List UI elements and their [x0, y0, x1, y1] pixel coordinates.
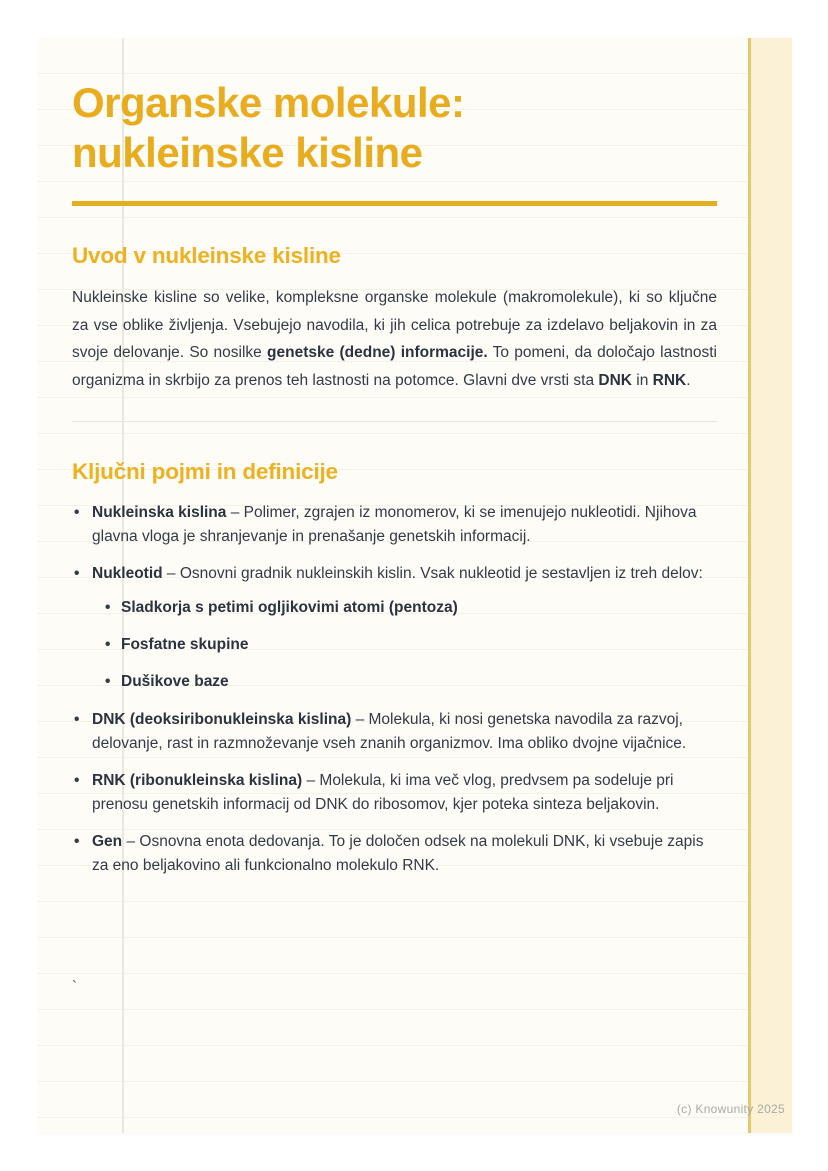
term-text: RNK (ribonukleinska kislina) – Molekula, ki ima več vlog, predvsem pa sodeluje pri prenosu genetskih informacij od DNK do ribosomov, kjer poteka sinteza beljakovin. [92, 771, 674, 813]
page-title-line1: Organske molekule: [72, 79, 465, 126]
term-item-nukleotid [72, 562, 717, 694]
term-text: Nukleotid – Osnovni gradnik nukleinskih kislin. Vsak nukleotid je sestavljen iz treh delov: [92, 565, 703, 583]
subterm-text: Dušikove baze [121, 673, 229, 691]
subterm-item-fosfatna-skupina [105, 633, 717, 657]
title-underline-rule [72, 201, 717, 206]
page-title [72, 78, 717, 177]
subterm-text: Fosfatne skupine [121, 636, 249, 654]
term-text: Nukleinska kislina – Polimer, zgrajen iz monomerov, ki se imenujejo nukleotidi. Njihova glavna vloga je shranjevanje in prenašanje genetskih informacij. [92, 504, 697, 546]
intro-paragraph: Nukleinske kisline so velike, kompleksne organske molekule (makromolekule), ki so ključne za vse oblike življenja. Vsebujejo navodila, ki jih celica potrebuje za izdelavo beljakovin in za svoje delovanje. So nosilke genetske (dedne) informacije. To pomeni, da določajo lastnosti organizma in skrbijo za prenos teh lastnosti na potomce. Glavni dve vrsti sta DNK in RNK. [72, 289, 717, 389]
term-text: Gen – Osnovna enota dedovanja. To je določen odsek na molekuli DNK, ki vsebuje zapis za eno beljakovino ali funkcionalno molekulo RNK. [92, 832, 704, 874]
section-heading-terms: Ključni pojmi in definicije [72, 459, 338, 485]
footer-copyright: (c) Knowunity 2025 [676, 1102, 785, 1116]
subterm-item-pentoza [105, 596, 717, 620]
subterm-text: Sladkorja s petimi ogljikovimi atomi (pentoza) [121, 599, 458, 617]
term-item-dnk [72, 708, 717, 756]
section-divider [72, 421, 717, 422]
term-text: DNK (deoksiribonukleinska kislina) – Molekula, ki nosi genetska navodila za razvoj, delovanje, rast in razmnoževanje vseh znanih organizmov. Ima obliko dvojne vijačnice. [92, 710, 687, 752]
term-item-nukleinska-kislina [72, 501, 717, 549]
term-item-gen [72, 830, 717, 878]
nukleotid-parts-list [92, 596, 717, 694]
subterm-item-dusikova-baza [105, 670, 717, 694]
document-content [72, 38, 717, 891]
section-heading-intro: Uvod v nukleinske kisline [72, 243, 341, 269]
term-item-rnk [72, 769, 717, 817]
right-accent-band [748, 38, 792, 1133]
stray-backtick-mark: ` [72, 978, 77, 995]
terms-list [72, 501, 717, 877]
page-title-line2: nukleinske kisline [72, 128, 423, 176]
document-paper [38, 38, 792, 1133]
